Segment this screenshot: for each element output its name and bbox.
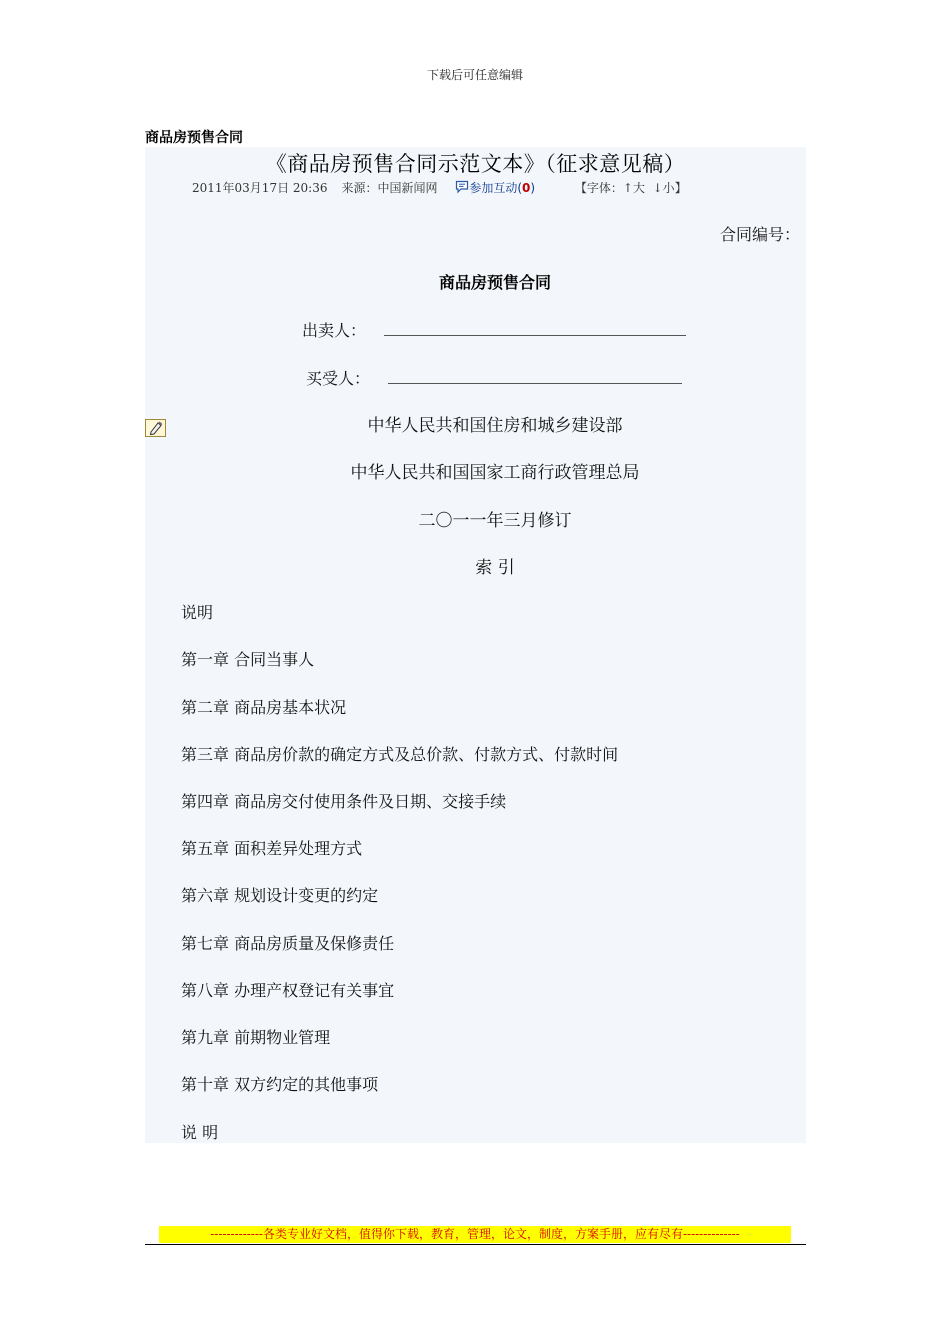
article-datetime: 2011年03月17日 20:36 bbox=[192, 181, 328, 195]
font-large-button[interactable]: ↑大 bbox=[622, 181, 645, 195]
toc-item: 说明 bbox=[181, 603, 214, 622]
seller-label: 出卖人： bbox=[302, 321, 367, 340]
toc-item: 第三章 商品房价款的确定方式及总价款、付款方式、付款时间 bbox=[181, 745, 619, 764]
comment-paren-close: ) bbox=[530, 181, 536, 195]
footer-banner: -------------各类专业好文档，值得你下载，教育，管理，论文，制度，方案手册，应有尽有-------------- bbox=[210, 1227, 740, 1241]
toc-item: 第六章 规划设计变更的约定 bbox=[181, 886, 379, 905]
comment-count[interactable]: 0 bbox=[522, 181, 531, 195]
buyer-blank-line bbox=[388, 383, 682, 384]
seller-blank-line bbox=[384, 335, 686, 336]
font-small-button[interactable]: ↓小 bbox=[652, 181, 675, 195]
toc-item: 说 明 bbox=[181, 1123, 219, 1142]
toc-item: 第四章 商品房交付使用条件及日期、交接手续 bbox=[181, 792, 507, 811]
toc-item: 第二章 商品房基本状况 bbox=[181, 698, 347, 717]
article-title: 《商品房预售合同示范文本》（征求意见稿） bbox=[265, 152, 686, 176]
article-meta bbox=[192, 179, 792, 196]
revision-date: 二〇一一年三月修订 bbox=[418, 511, 572, 531]
contract-title: 商品房预售合同 bbox=[438, 273, 551, 292]
font-size-control bbox=[575, 179, 687, 196]
index-title: 索 引 bbox=[475, 558, 515, 578]
font-close: 】 bbox=[674, 181, 687, 195]
comment-link[interactable] bbox=[469, 179, 535, 196]
chat-bubble-icon[interactable] bbox=[455, 180, 469, 194]
toc-item: 第一章 合同当事人 bbox=[181, 650, 315, 669]
toc-item: 第九章 前期物业管理 bbox=[181, 1028, 331, 1047]
issuer-ministry-housing: 中华人民共和国住房和城乡建设部 bbox=[367, 416, 623, 436]
document-heading: 商品房预售合同 bbox=[145, 130, 243, 146]
font-label: 【字体： bbox=[574, 181, 623, 195]
toc-item: 第五章 面积差异处理方式 bbox=[181, 839, 363, 858]
issuer-admin-industry: 中华人民共和国国家工商行政管理总局 bbox=[350, 463, 640, 483]
comment-paren-open: ( bbox=[517, 181, 523, 195]
footer-divider bbox=[145, 1244, 806, 1245]
top-note: 下载后可任意编辑 bbox=[426, 68, 523, 82]
comment-label[interactable]: 参加互动 bbox=[469, 181, 518, 195]
buyer-label: 买受人： bbox=[306, 369, 371, 388]
toc-item: 第七章 商品房质量及保修责任 bbox=[181, 934, 395, 953]
toc-item: 第八章 办理产权登记有关事宜 bbox=[181, 981, 395, 1000]
toc-item: 第十章 双方约定的其他事项 bbox=[181, 1075, 379, 1094]
contract-number-label: 合同编号： bbox=[719, 225, 800, 244]
article-source: 来源：中国新闻网 bbox=[341, 181, 438, 195]
